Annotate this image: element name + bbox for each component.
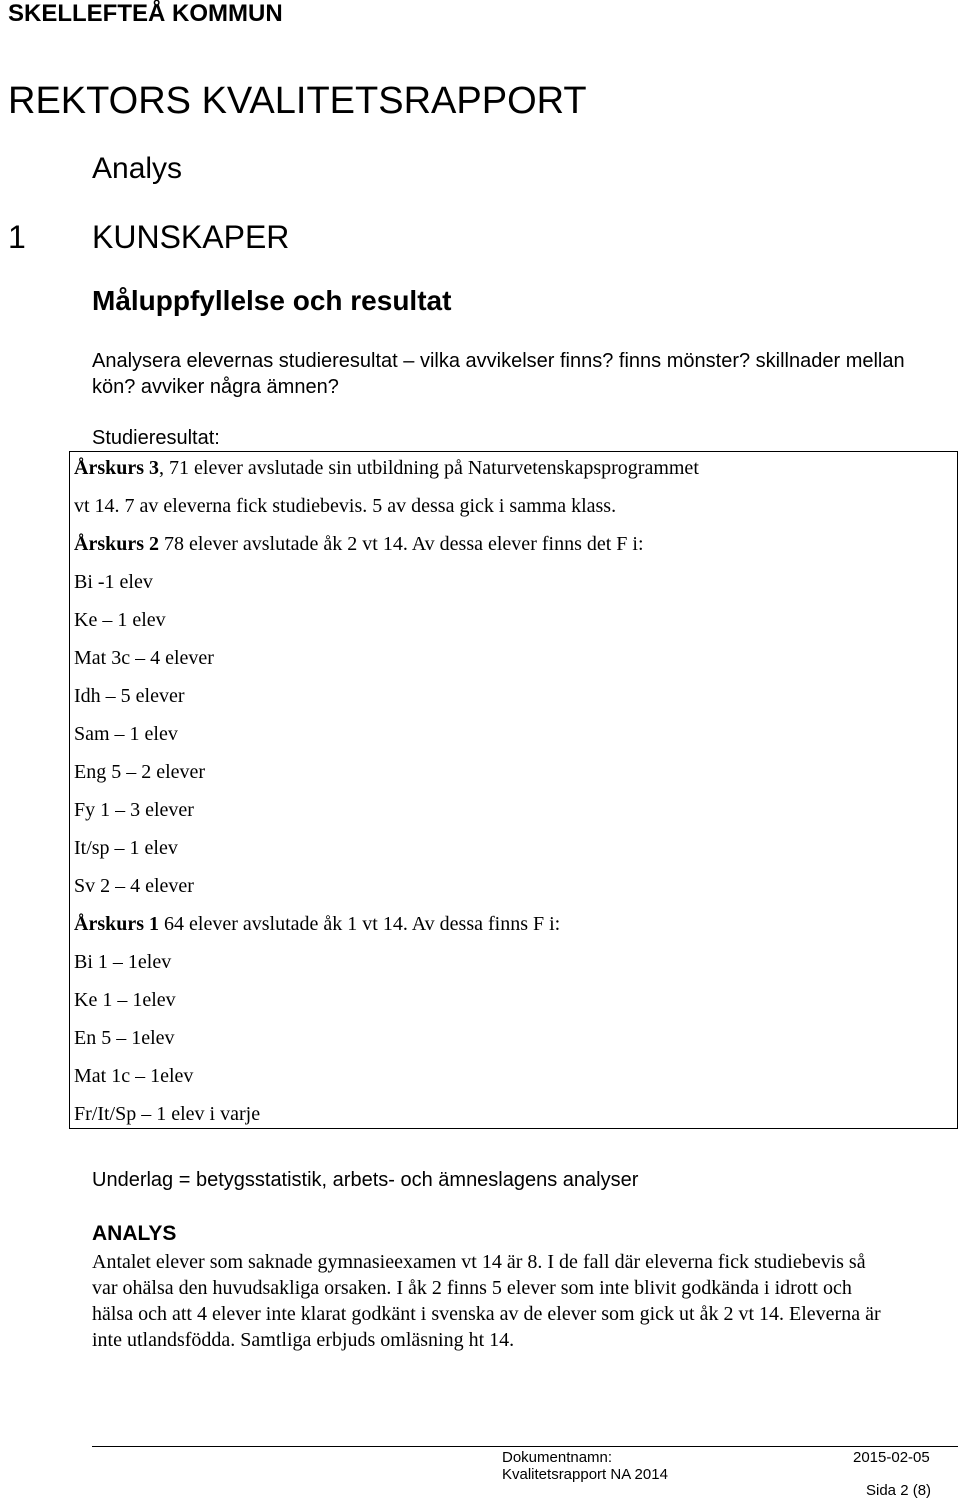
- footer-date: 2015-02-05: [853, 1449, 930, 1466]
- ak3-heading: Årskurs 3: [74, 457, 160, 479]
- ak3-cont-line: vt 14. 7 av eleverna fick studiebevis. 5 av dessa gick i samma klass.: [74, 495, 617, 517]
- list-item: Fr/It/Sp – 1 elev i varje: [74, 1103, 261, 1125]
- instructions-text: Analysera elevernas studieresultat – vilka avvikelser finns? finns mönster? skillnader mellan kön? avviker några ämnen?: [92, 350, 905, 398]
- chapter-number: 1: [8, 219, 26, 255]
- chapter-title: KUNSKAPER: [92, 219, 290, 255]
- subsection-title: Måluppfyllelse och resultat: [92, 285, 452, 316]
- footer-page-number: Sida 2 (8): [866, 1482, 932, 1499]
- list-item: It/sp – 1 elev: [74, 837, 178, 859]
- analys-text: Antalet elever som saknade gymnasieexamen vt 14 är 8. I de fall där eleverna fick studiebevis så var ohälsa den huvudsakliga orsaken. I åk 2 finns 5 elever som inte blivit godkända i idrott och hälsa och att 4 elever inte klarat godkänt i svenska av de elever som gick ut åk 2 vt 14. Eleverna är inte utlandsfödda. Samtliga erbjuds omläsning ht 14.: [92, 1251, 881, 1351]
- studieresultat-label: Studieresultat:: [92, 427, 220, 449]
- list-item: Mat 3c – 4 elever: [74, 647, 214, 669]
- section-title: Analys: [92, 152, 183, 185]
- analys-heading: ANALYS: [92, 1222, 177, 1245]
- list-item: Eng 5 – 2 elever: [74, 761, 206, 783]
- ak1-text: 64 elever avslutade åk 1 vt 14. Av dessa finns F i:: [159, 913, 561, 935]
- list-item: Fy 1 – 3 elever: [74, 799, 194, 821]
- list-item: Mat 1c – 1elev: [74, 1065, 194, 1087]
- report-title: REKTORS KVALITETSRAPPORT: [8, 80, 587, 122]
- list-item: Ke – 1 elev: [74, 609, 166, 631]
- results-box: [69, 451, 958, 1129]
- footer-divider: [92, 1446, 958, 1447]
- ak2-text: 78 elever avslutade åk 2 vt 14. Av dessa elever finns det F i:: [159, 533, 644, 555]
- ak2-line: [74, 533, 644, 556]
- list-item: Sv 2 – 4 elever: [74, 875, 194, 897]
- organization-header: SKELLEFTEÅ KOMMUN: [8, 0, 283, 27]
- ak1-heading: Årskurs 1: [74, 913, 160, 935]
- ak3-text: , 71 elever avslutade sin utbildning på Naturvetenskapsprogrammet: [159, 457, 699, 479]
- list-item: En 5 – 1elev: [74, 1027, 175, 1049]
- list-item: Ke 1 – 1elev: [74, 989, 176, 1011]
- list-item: Idh – 5 elever: [74, 685, 185, 707]
- list-item: Sam – 1 elev: [74, 723, 178, 745]
- footer-docname-label: Dokumentnamn:: [502, 1449, 613, 1466]
- ak2-heading: Årskurs 2: [74, 533, 160, 555]
- list-item: Bi 1 – 1elev: [74, 951, 172, 973]
- ak3-line: [74, 457, 699, 480]
- underlag-text: Underlag = betygsstatistik, arbets- och ämneslagens analyser: [92, 1169, 639, 1191]
- ak1-line: [74, 913, 560, 936]
- footer-docname: Kvalitetsrapport NA 2014: [502, 1466, 668, 1483]
- list-item: Bi -1 elev: [74, 571, 153, 593]
